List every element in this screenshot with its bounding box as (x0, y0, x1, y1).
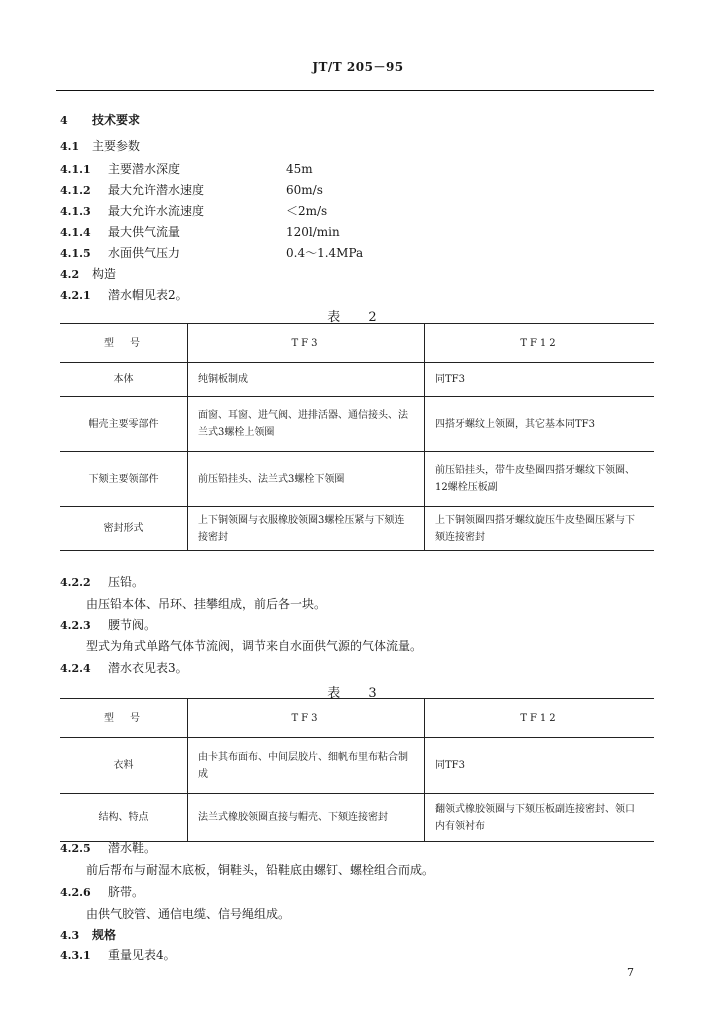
table-header-cell: TF3 (188, 699, 425, 738)
param-label: 主要潜水深度 (108, 162, 181, 176)
table-header-cell: TF12 (425, 324, 655, 363)
page-number: 7 (627, 966, 634, 979)
table-header-cell: 型 号 (60, 324, 188, 363)
clause-text: 潜水帽见表2。 (108, 288, 188, 302)
section-heading (60, 112, 140, 129)
clause-number: 4.2.2 (60, 576, 91, 589)
table-cell: 同TF3 (425, 738, 655, 794)
clause-number: 4.2.5 (60, 842, 91, 855)
param-value: 45m (286, 162, 313, 176)
table-cell: 下颏主要领部件 (60, 452, 188, 507)
param-row (60, 245, 460, 262)
clause-4-2-6 (60, 884, 144, 901)
header-rule (56, 90, 654, 91)
clause-4-2-4 (60, 660, 188, 677)
clause-4-2-5 (60, 840, 156, 857)
clause-title: 腰节阀。 (108, 618, 157, 632)
table-row (60, 738, 654, 794)
clause-title: 脐带。 (108, 885, 145, 899)
table-cell: 衣料 (60, 738, 188, 794)
table-cell: 密封形式 (60, 507, 188, 551)
params-heading-text: 主要参数 (92, 139, 141, 153)
clause-number: 4.2.3 (60, 619, 91, 632)
section-title: 技术要求 (92, 113, 141, 127)
table-cell: 由卡其布面布、中间层胶片、细帆布里布粘合制成 (188, 738, 425, 794)
clause-body: 前后帮布与耐湿木底板，铜鞋头，铅鞋底由螺钉、螺栓组合而成。 (86, 863, 435, 877)
clause-number: 4.3.1 (60, 949, 91, 962)
clause-number: 4.2.1 (60, 289, 91, 302)
table-cell: 面窗、耳窗、进气阀、进排活器、通信接头、法兰式3螺栓上领圈 (188, 397, 425, 452)
clause-4-3-1 (60, 947, 176, 964)
table-2 (60, 323, 654, 551)
clause-4-2-2 (60, 574, 144, 591)
clause-text: 潜水衣见表3。 (108, 661, 188, 675)
param-number: 4.1.5 (60, 247, 91, 260)
clause-text: 重量见表4。 (108, 948, 176, 962)
table-cell: 翻领式橡胶领圈与下颏压板副连接密封、领口内有领衬布 (425, 794, 655, 842)
param-label: 水面供气压力 (108, 246, 181, 260)
table-row (60, 794, 654, 842)
table-cell: 结构、特点 (60, 794, 188, 842)
table-3-caption: 表 3 (327, 686, 389, 701)
param-value: 60m/s (286, 183, 323, 197)
table-cell: 本体 (60, 363, 188, 397)
table-3 (60, 698, 654, 842)
table-header-cell: TF3 (188, 324, 425, 363)
table-row (60, 363, 654, 397)
table-row (60, 507, 654, 551)
param-number: 4.1.1 (60, 163, 91, 176)
clause-title: 压铅。 (108, 575, 145, 589)
param-label: 最大供气流量 (108, 225, 181, 239)
table-cell: 四搭牙螺纹上领圈，其它基本同TF3 (425, 397, 655, 452)
table-cell: 上下铜领圈四搭牙螺纹旋压牛皮垫圈压紧与下颏连接密封 (425, 507, 655, 551)
param-row (60, 203, 460, 220)
table-row (60, 397, 654, 452)
param-label: 最大允许水流速度 (108, 204, 205, 218)
param-number: 4.1.3 (60, 205, 91, 218)
structure-heading-text: 构造 (92, 267, 117, 281)
table-cell: 法兰式橡胶领圈直接与帽壳、下颏连接密封 (188, 794, 425, 842)
params-heading (60, 138, 140, 155)
params-heading-number: 4.1 (60, 140, 80, 153)
structure-heading-number: 4.2 (60, 268, 80, 281)
clause-4-2-1 (60, 287, 188, 304)
param-number: 4.1.2 (60, 184, 91, 197)
clause-body: 由供气胶管、通信电缆、信号绳组成。 (86, 907, 291, 921)
param-value: 120l/min (286, 225, 340, 239)
table-header-row (60, 324, 654, 363)
table-cell: 前压铅挂头，带牛皮垫圈四搭牙螺纹下领圈、12螺栓压板副 (425, 452, 655, 507)
param-row (60, 182, 460, 199)
standard-header: JT/T 205－95 (312, 60, 404, 74)
clause-number: 4.2.6 (60, 886, 91, 899)
table-row (60, 452, 654, 507)
clause-number: 4.3 (60, 929, 80, 942)
clause-number: 4.2.4 (60, 662, 91, 675)
table-cell: 上下铜领圈与衣服橡胶领圈3螺栓压紧与下颏连接密封 (188, 507, 425, 551)
table-header-cell: 型 号 (60, 699, 188, 738)
table-cell: 前压铅挂头、法兰式3螺栓下领圈 (188, 452, 425, 507)
table-header-row (60, 699, 654, 738)
clause-4-3 (60, 927, 116, 944)
table-2-caption: 表 2 (327, 310, 389, 325)
table-cell: 同TF3 (425, 363, 655, 397)
section-number: 4 (60, 114, 68, 127)
table-cell: 帽壳主要零部件 (60, 397, 188, 452)
param-value: 0.4～1.4MPa (286, 246, 364, 260)
clause-text: 规格 (92, 928, 117, 942)
param-row (60, 161, 460, 178)
param-number: 4.1.4 (60, 226, 91, 239)
table-cell: 纯铜板制成 (188, 363, 425, 397)
param-value: ＜2m/s (286, 204, 328, 218)
param-row (60, 224, 460, 241)
table-header-cell: TF12 (425, 699, 655, 738)
clause-4-2-3 (60, 617, 156, 634)
clause-body: 由压铅本体、吊环、挂攀组成，前后各一块。 (86, 597, 327, 611)
clause-title: 潜水鞋。 (108, 841, 157, 855)
param-label: 最大允许潜水速度 (108, 183, 205, 197)
clause-body: 型式为角式单路气体节流阀，调节来自水面供气源的气体流量。 (86, 639, 423, 653)
structure-heading (60, 266, 116, 283)
